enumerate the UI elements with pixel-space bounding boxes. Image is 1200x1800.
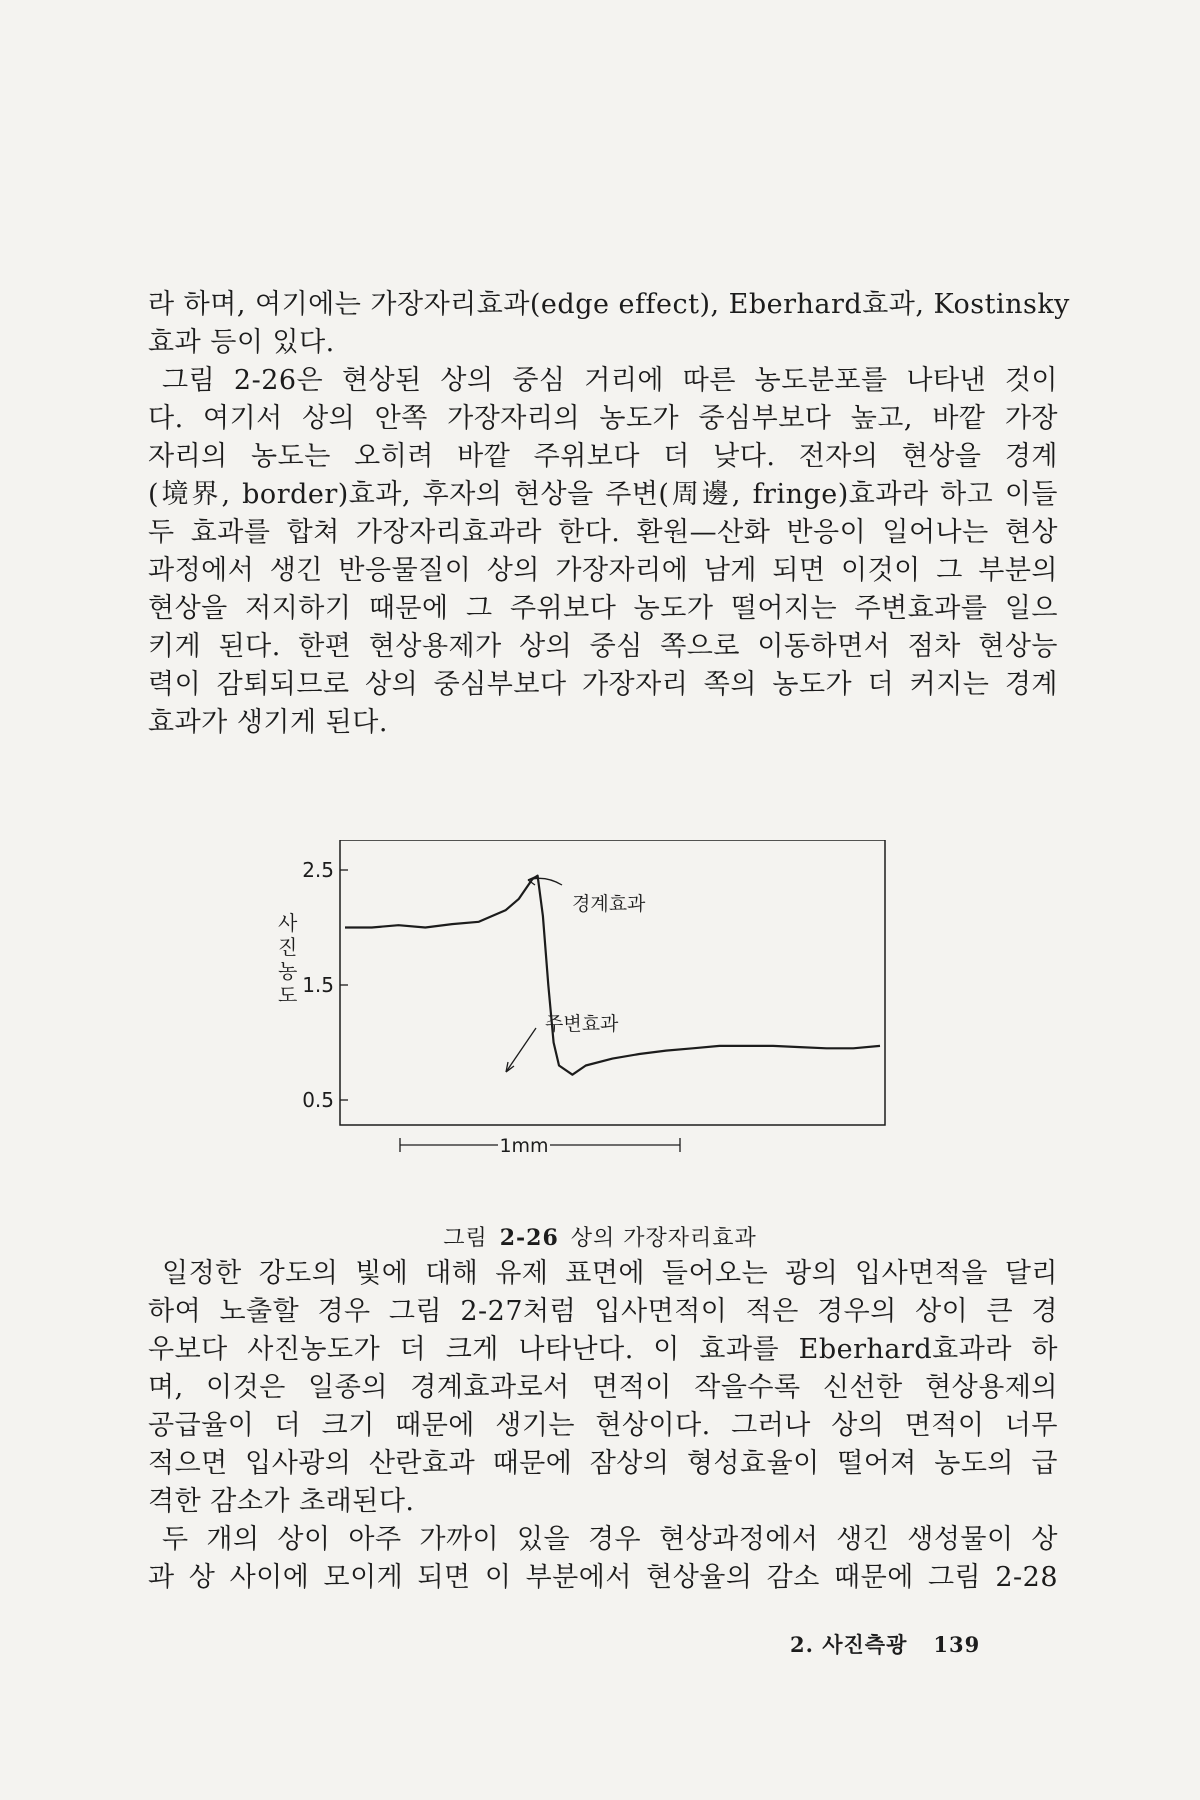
scale-bar-label: 1mm: [499, 1135, 549, 1157]
caption-number: 2-26: [499, 1225, 559, 1251]
text-line: 현상을 저지하기 때문에 그 주위보다 농도가 떨어지는 주변효과를 일으: [148, 593, 1058, 624]
y-axis-label-char: 진: [278, 935, 298, 959]
text-line: 우보다 사진농도가 더 크게 나타난다. 이 효과를 Eberhard효과라 하: [148, 1334, 1058, 1365]
text-line: 라 하며, 여기에는 가장자리효과(edge effect), Eberhard효과, Kostinsky: [148, 289, 1070, 320]
text-line: 다. 여기서 상의 안쪽 가장자리의 농도가 중심부보다 높고, 바깥 가장: [148, 403, 1058, 434]
text-line: 일정한 강도의 빛에 대해 유제 표면에 들어오는 광의 입사면적을 달리: [162, 1258, 1058, 1289]
y-axis-label-char: 농: [278, 959, 298, 983]
plot-frame: [340, 840, 885, 1125]
caption-text: 상의 가장자리효과: [570, 1226, 757, 1251]
figure-caption: [0, 1223, 1200, 1253]
border-effect-label: 경계효과: [572, 893, 646, 915]
text-line: 두 효과를 합쳐 가장자리효과라 한다. 환원—산화 반응이 일어나는 현상: [148, 517, 1058, 548]
text-line: 과 상 사이에 모이게 되면 이 부분에서 현상율의 감소 때문에 그림 2-28: [148, 1562, 1058, 1593]
text-line: 자리의 농도는 오히려 바깥 주위보다 더 낮다. 전자의 현상을 경계: [148, 441, 1058, 472]
y-axis-label-char: 도: [278, 983, 298, 1007]
text-line: 과정에서 생긴 반응물질이 상의 가장자리에 남게 되면 이것이 그 부분의: [148, 555, 1058, 586]
text-block-bottom: [148, 1255, 1058, 1597]
y-axis-label: [278, 911, 298, 1007]
y-axis-label-char: 사: [278, 911, 298, 935]
caption-prefix: 그림: [443, 1226, 488, 1251]
footer-section: 2. 사진측광: [790, 1632, 908, 1657]
fringe-effect-arrow: [506, 1028, 536, 1072]
fringe-effect-label: 주변효과: [545, 1013, 619, 1035]
density-figure: [270, 840, 890, 1200]
page-footer: [790, 1630, 980, 1660]
y-tick-label: 1.5: [302, 973, 334, 997]
text-line: 격한 감소가 초래된다.: [148, 1486, 415, 1517]
y-tick-label: 0.5: [302, 1088, 334, 1112]
text-line: 효과 등이 있다.: [148, 327, 335, 358]
page-number: 139: [933, 1632, 981, 1657]
text-line: 두 개의 상이 아주 가까이 있을 경우 현상과정에서 생긴 생성물이 상: [162, 1524, 1058, 1555]
text-line: 공급율이 더 크기 때문에 생기는 현상이다. 그러나 상의 면적이 너무: [148, 1410, 1058, 1441]
density-chart: [270, 840, 890, 1200]
text-line: (境界, border)효과, 후자의 현상을 주변(周邊, fringe)효과라 하고 이들: [148, 479, 1058, 510]
text-line: 그림 2-26은 현상된 상의 중심 거리에 따른 농도분포를 나타낸 것이: [162, 365, 1058, 396]
text-line: 하여 노출할 경우 그림 2-27처럼 입사면적이 적은 경우의 상이 큰 경: [148, 1296, 1058, 1327]
text-line: 적으면 입사광의 산란효과 때문에 잠상의 형성효율이 떨어져 농도의 급: [148, 1448, 1058, 1479]
y-ticks: [302, 858, 348, 1112]
y-tick-label: 2.5: [302, 858, 334, 882]
text-line: 키게 된다. 한편 현상용제가 상의 중심 쪽으로 이동하면서 점차 현상능: [148, 631, 1058, 662]
text-block-top: [148, 286, 1070, 742]
text-line: 며, 이것은 일종의 경계효과로서 면적이 작을수록 신선한 현상용제의: [148, 1372, 1058, 1403]
text-line: 력이 감퇴되므로 상의 중심부보다 가장자리 쪽의 농도가 더 커지는 경계: [148, 669, 1058, 700]
text-line: 효과가 생기게 된다.: [148, 707, 388, 738]
